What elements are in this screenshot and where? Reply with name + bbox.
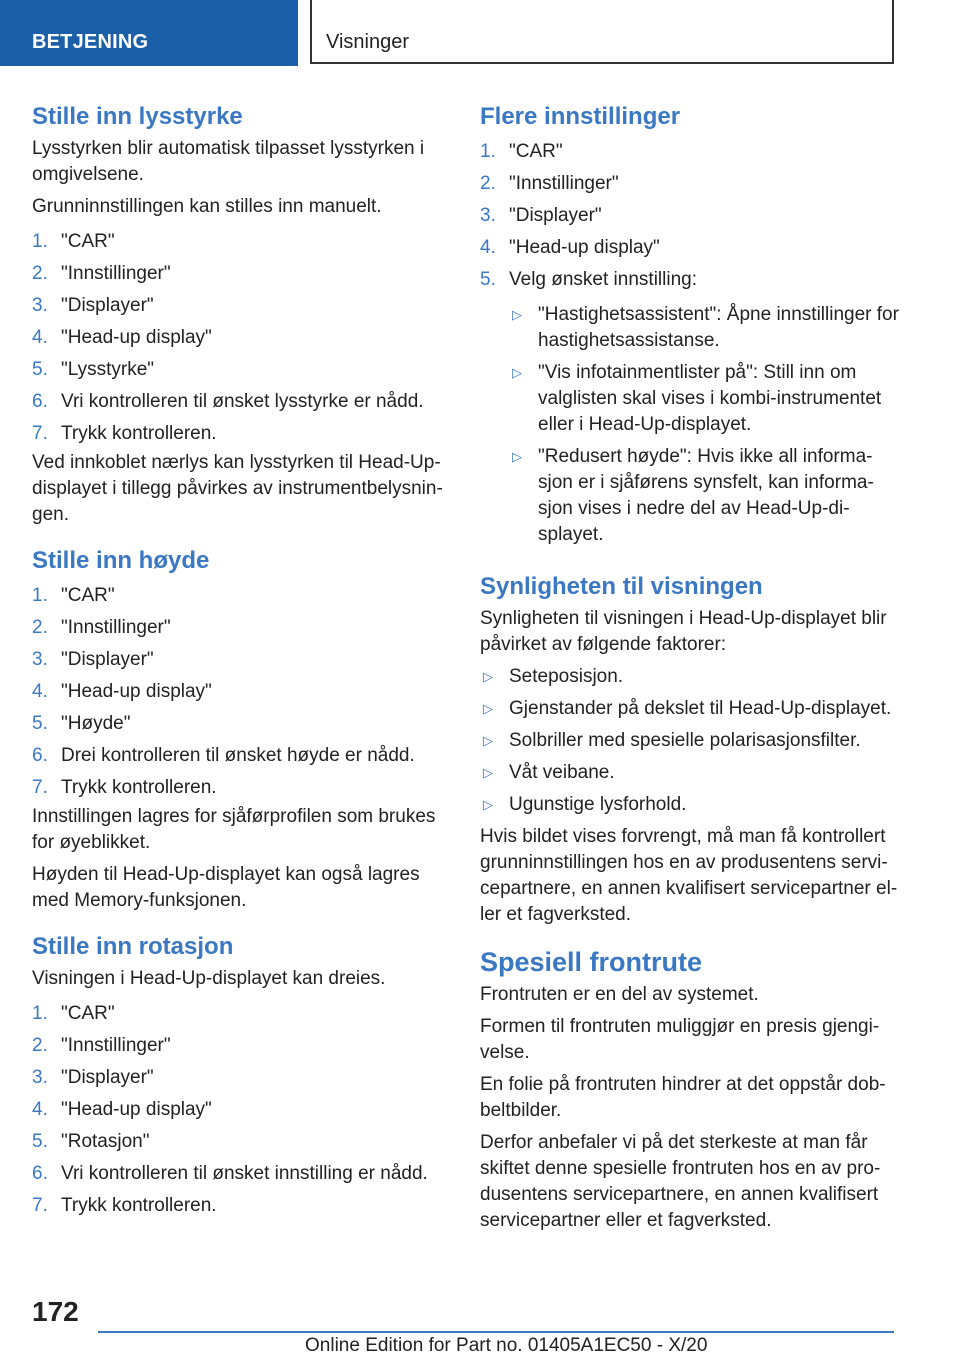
triangle-right-icon: ▷ [483, 701, 493, 716]
list-item [509, 360, 900, 438]
step-text: "Innstillinger" [509, 173, 619, 194]
list-item [32, 290, 448, 322]
list-item [480, 696, 900, 722]
step-number: 2. [32, 263, 48, 284]
triangle-right-icon: ▷ [512, 307, 522, 322]
list-item [480, 728, 900, 754]
step-number: 1. [480, 141, 496, 162]
step-number: 5. [32, 359, 48, 380]
paragraph: Høyden til Head-Up-displayet kan også lagres med Memory-funksjonen. [32, 864, 420, 911]
list-item [509, 302, 900, 354]
step-text: Vri kontrolleren til ønsket innstilling er nådd. [61, 1163, 428, 1184]
step-text: "Head-up display" [61, 327, 212, 348]
step-number: 1. [32, 231, 48, 252]
step-number: 4. [32, 1099, 48, 1120]
list-item [32, 1030, 448, 1062]
edition-text: Online Edition for Part no. 01405A1EC50 - X/20 [305, 1335, 708, 1356]
step-text: "Innstillinger" [61, 617, 171, 638]
step-number: 2. [480, 173, 496, 194]
step-text: Trykk kontrolleren. [61, 1195, 217, 1216]
step-number: 1. [32, 585, 48, 606]
bullet-text: Ugunstige lysforhold. [509, 794, 687, 815]
paragraph: Visningen i Head-Up-displayet kan dreies. [32, 968, 386, 989]
list-item [32, 772, 448, 804]
step-number: 6. [32, 1163, 48, 1184]
list-item [480, 664, 900, 690]
step-number: 2. [32, 617, 48, 638]
step-number: 2. [32, 1035, 48, 1056]
step-text: "Innstillinger" [61, 1035, 171, 1056]
heading-synligheten: Synligheten til visningen [480, 573, 763, 600]
step-number: 4. [32, 681, 48, 702]
paragraph: Hvis bildet vises forvrengt, må man få kontrollert grunninnstillingen hos en av produsentens servi-cepartnere, en annen kvalifisert servicepartner el-ler et fagverksted. [480, 826, 898, 925]
list-item [32, 1158, 448, 1190]
list-item [32, 322, 448, 354]
step-number: 4. [32, 327, 48, 348]
list-item [32, 1190, 448, 1222]
list-item [32, 386, 448, 418]
paragraph: Grunninnstillingen kan stilles inn manuelt. [32, 196, 382, 217]
step-text: "Displayer" [509, 205, 602, 226]
step-number: 4. [480, 237, 496, 258]
triangle-right-icon: ▷ [483, 669, 493, 684]
heading-flere-innstillinger: Flere innstillinger [480, 103, 681, 130]
triangle-right-icon: ▷ [483, 797, 493, 812]
steps-rotasjon [32, 998, 448, 1222]
heading-lysstyrke: Stille inn lysstyrke [32, 103, 243, 130]
step-text: "Displayer" [61, 649, 154, 670]
paragraph: Derfor anbefaler vi på det sterkeste at man får skiftet denne spesielle frontruten hos en av pro-dusentens servicepartnere, en annen kvalifisert servicepartner eller et fagverksted. [480, 1132, 881, 1231]
section-tab: BETJENING [0, 0, 298, 66]
step-number: 5. [480, 269, 496, 290]
list-item [32, 998, 448, 1030]
page-number: 172 [32, 1296, 79, 1327]
step-text: Vri kontrolleren til ønsket lysstyrke er nådd. [61, 391, 424, 412]
step-text: "CAR" [61, 585, 115, 606]
list-item [32, 612, 448, 644]
step-text: Trykk kontrolleren. [61, 423, 217, 444]
step-number: 7. [32, 423, 48, 444]
option-text: "Vis infotainmentlister på": Still inn om valglisten skal vises i kombi-instrumentet eller i Head-Up-displayet. [538, 362, 882, 435]
chapter-title: Visninger [310, 0, 894, 64]
step-text: "Displayer" [61, 1067, 154, 1088]
list-item [32, 740, 448, 772]
list-item [32, 1094, 448, 1126]
list-item [480, 232, 900, 264]
list-item [480, 760, 900, 786]
heading-hoyde: Stille inn høyde [32, 547, 210, 574]
list-item [32, 644, 448, 676]
step-text: "Høyde" [61, 713, 131, 734]
step-number: 3. [32, 1067, 48, 1088]
bullet-text: Seteposisjon. [509, 666, 624, 687]
step-text: "CAR" [61, 1003, 115, 1024]
step-number: 5. [32, 1131, 48, 1152]
bullet-text: Våt veibane. [509, 762, 615, 783]
left-column [32, 98, 448, 1222]
step-text: Trykk kontrolleren. [61, 777, 217, 798]
page-header [0, 0, 960, 66]
step-text: "CAR" [509, 141, 563, 162]
steps-flere [480, 136, 900, 296]
step-number: 7. [32, 777, 48, 798]
paragraph: Ved innkoblet nærlys kan lysstyrken til Head-Up-displayet i tillegg påvirkes av instrumentbelysnin-gen. [32, 452, 443, 525]
list-item [32, 258, 448, 290]
list-item [480, 136, 900, 168]
step-number: 7. [32, 1195, 48, 1216]
paragraph: Innstillingen lagres for sjåførprofilen som brukes for øyeblikket. [32, 806, 436, 853]
paragraph: Synligheten til visningen i Head-Up-displayet blir påvirket av følgende faktorer: [480, 608, 887, 655]
list-item [32, 226, 448, 258]
paragraph: Lysstyrken blir automatisk tilpasset lysstyrken i omgivelsene. [32, 138, 425, 185]
list-item [32, 676, 448, 708]
list-item [480, 168, 900, 200]
heading-spesiell-frontrute: Spesiell frontrute [480, 947, 703, 977]
list-item [509, 444, 900, 548]
step-text: "Lysstyrke" [61, 359, 155, 380]
triangle-right-icon: ▷ [483, 765, 493, 780]
step-text: "Innstillinger" [61, 263, 171, 284]
list-item [32, 418, 448, 450]
step-text: Velg ønsket innstilling: [509, 269, 697, 290]
bullet-text: Solbriller med spesielle polarisasjonsfilter. [509, 730, 861, 751]
list-item [32, 354, 448, 386]
list-item [480, 200, 900, 232]
steps-hoyde [32, 580, 448, 804]
step-text: "Displayer" [61, 295, 154, 316]
step-text: "Head-up display" [61, 1099, 212, 1120]
list-item [32, 708, 448, 740]
bullet-text: Gjenstander på dekslet til Head-Up-displayet. [509, 698, 892, 719]
option-text: "Redusert høyde": Hvis ikke all informa-sjon er i sjåførens synsfelt, kan informa-sjon vises i nedre del av Head-Up-di-splayet. [538, 446, 874, 545]
list-item [480, 792, 900, 818]
step-number: 6. [32, 745, 48, 766]
step-text: Drei kontrolleren til ønsket høyde er nådd. [61, 745, 415, 766]
list-item [32, 1062, 448, 1094]
triangle-right-icon: ▷ [512, 449, 522, 464]
triangle-right-icon: ▷ [512, 365, 522, 380]
paragraph: En folie på frontruten hindrer at det oppstår dob-beltbilder. [480, 1074, 886, 1121]
step-number: 1. [32, 1003, 48, 1024]
paragraph: Formen til frontruten muliggjør en presis gjengi-velse. [480, 1016, 880, 1063]
step-text: "Head-up display" [61, 681, 212, 702]
right-column [480, 98, 900, 1234]
step-text: "Rotasjon" [61, 1131, 150, 1152]
step-number: 3. [32, 295, 48, 316]
step-number: 5. [32, 713, 48, 734]
heading-rotasjon: Stille inn rotasjon [32, 933, 234, 960]
list-item [480, 264, 900, 296]
list-item [32, 1126, 448, 1158]
steps-lysstyrke [32, 226, 448, 450]
step-text: "Head-up display" [509, 237, 660, 258]
step-text: "CAR" [61, 231, 115, 252]
step-number: 3. [480, 205, 496, 226]
triangle-right-icon: ▷ [483, 733, 493, 748]
sub-options [509, 302, 900, 548]
step-number: 6. [32, 391, 48, 412]
factor-list [480, 664, 900, 818]
step-number: 3. [32, 649, 48, 670]
paragraph: Frontruten er en del av systemet. [480, 984, 759, 1005]
option-text: "Hastighetsassistent": Åpne innstillinger for hastighetsassistanse. [538, 304, 899, 351]
list-item [32, 580, 448, 612]
